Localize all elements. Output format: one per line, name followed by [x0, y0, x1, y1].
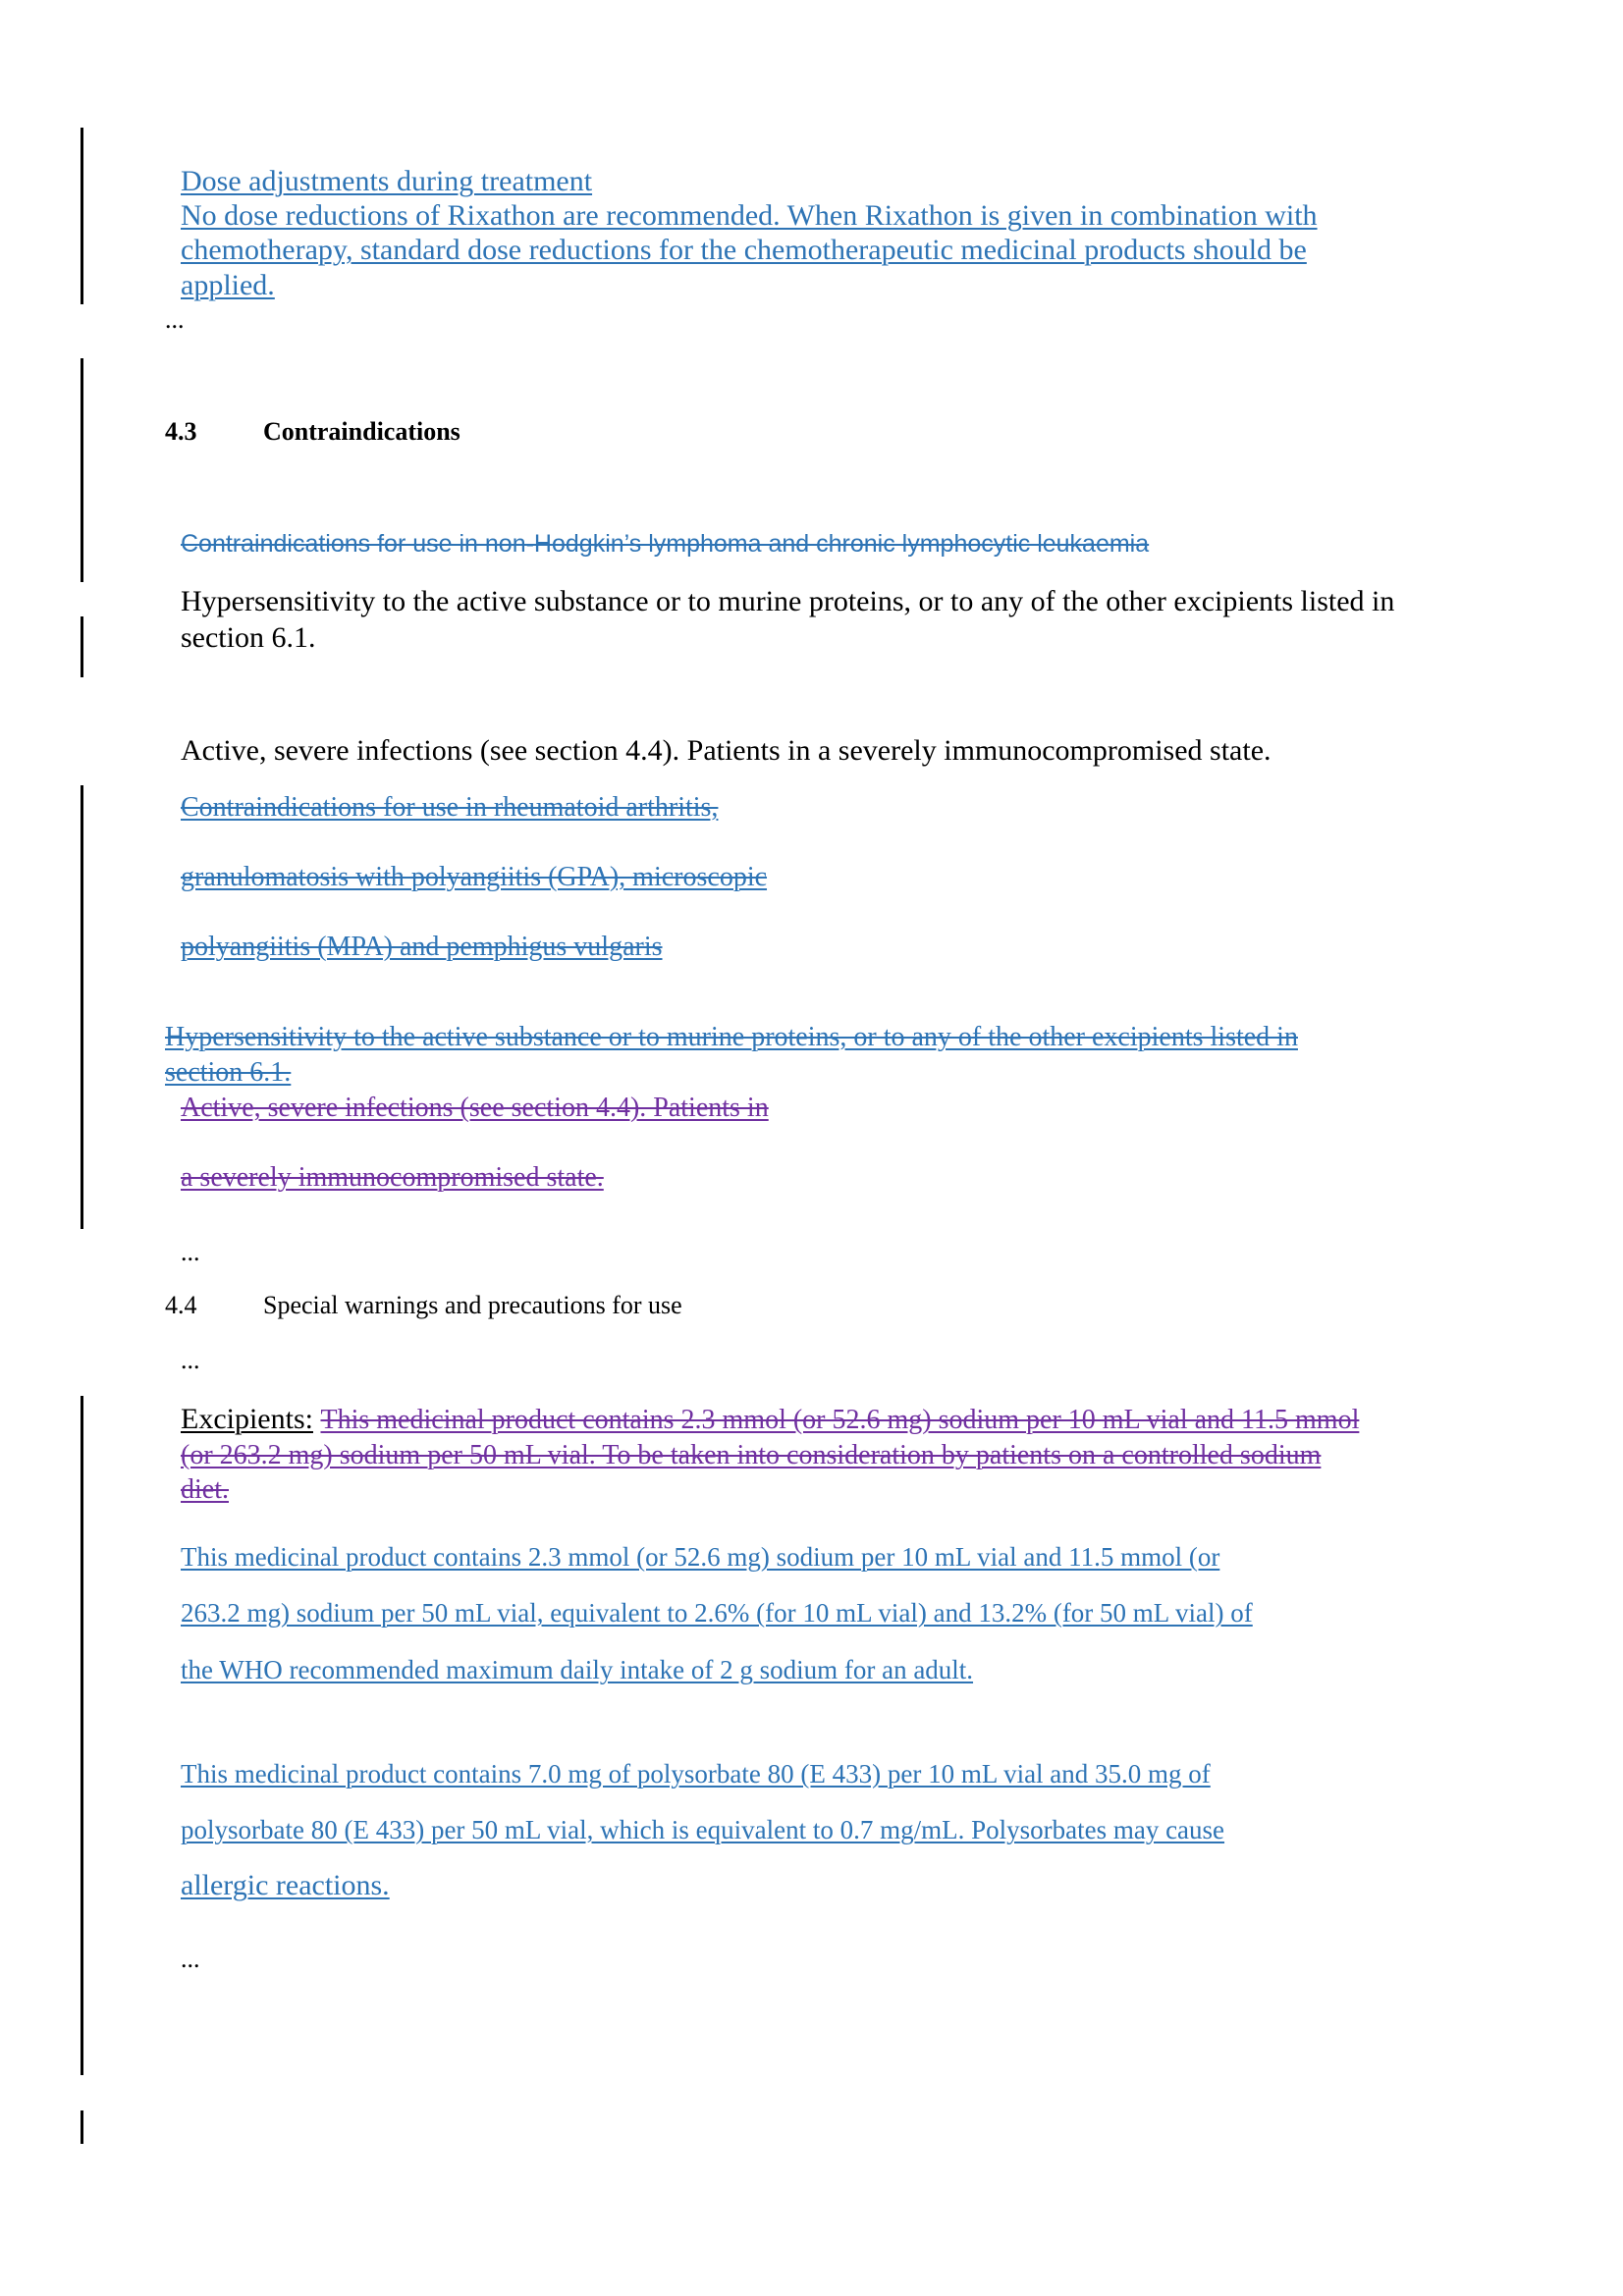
dose-text-line: applied.	[181, 269, 275, 301]
section-title: Contraindications	[263, 417, 460, 446]
contraindication-text: Hypersensitivity to the active substance or to murine proteins, or to any of the other excipients listed in	[181, 585, 1395, 617]
dose-heading: Dose adjustments during treatment	[181, 165, 593, 197]
sodium-text: 263.2 mg) sodium per 50 mL vial, equivalent to 2.6% (for 10 mL vial) and 13.2% (for 50 mL vial) of	[181, 1598, 1253, 1628]
ellipsis: ...	[181, 1238, 200, 1266]
deleted-text: Hypersensitivity to the active substance or to murine proteins, or to any of the other excipients listed in	[165, 1022, 1298, 1052]
deleted-text: (or 263.2 mg) sodium per 50 mL vial. To be taken into consideration by patients on a controlled sodium	[181, 1440, 1322, 1470]
deleted-text: This medicinal product contains 2.3 mmol (or 52.6 mg) sodium per 10 mL vial and 11.5 mmol	[320, 1405, 1360, 1435]
excipients-line	[181, 1402, 1359, 1438]
deleted-text: section 6.1.	[165, 1057, 292, 1088]
change-bar	[81, 358, 83, 582]
deleted-heading-ra: polyangiitis (MPA) and pemphigus vulgaris	[181, 932, 663, 962]
ellipsis: ...	[181, 1945, 200, 1973]
change-bar	[81, 1396, 83, 2075]
deleted-text: a severely immunocompromised state.	[181, 1162, 604, 1193]
change-bar	[81, 616, 83, 677]
excipients-label: Excipients:	[181, 1403, 313, 1435]
polysorbate-text: allergic reactions.	[181, 1869, 390, 1901]
contraindication-text: section 6.1.	[181, 621, 316, 654]
change-bar	[81, 128, 83, 304]
section-title: Special warnings and precautions for use	[263, 1291, 682, 1319]
deleted-heading-nhl: Contraindications for use in non-Hodgkin’s lymphoma and chronic lymphocytic leukaemia	[181, 530, 1150, 558]
deleted-text: Active, severe infections (see section 4.4). Patients in	[181, 1093, 769, 1123]
sodium-text: This medicinal product contains 2.3 mmol (or 52.6 mg) sodium per 10 mL vial and 11.5 mmol (or	[181, 1542, 1220, 1572]
dose-text-line: chemotherapy, standard dose reductions for the chemotherapeutic medicinal products should be	[181, 234, 1307, 266]
deleted-heading-ra: granulomatosis with polyangiitis (GPA), microscopic	[181, 862, 768, 892]
section-number: 4.3	[165, 417, 197, 446]
polysorbate-text: This medicinal product contains 7.0 mg of polysorbate 80 (E 433) per 10 mL vial and 35.0 mg of	[181, 1759, 1211, 1789]
deleted-heading-ra: Contraindications for use in rheumatoid arthritis,	[181, 792, 719, 823]
contraindication-text: Active, severe infections (see section 4.4). Patients in a severely immunocompromised state.	[181, 734, 1271, 767]
ellipsis: ...	[181, 1346, 200, 1374]
dose-text-line: No dose reductions of Rixathon are recommended. When Rixathon is given in combination with	[181, 199, 1318, 232]
ellipsis: ...	[165, 305, 185, 334]
polysorbate-text: polysorbate 80 (E 433) per 50 mL vial, which is equivalent to 0.7 mg/mL. Polysorbates may cause	[181, 1815, 1225, 1844]
change-bar	[81, 785, 83, 1229]
sodium-text: the WHO recommended maximum daily intake of 2 g sodium for an adult.	[181, 1655, 974, 1684]
change-bar	[81, 2110, 83, 2144]
section-number: 4.4	[165, 1291, 197, 1319]
deleted-text: diet.	[181, 1474, 229, 1505]
